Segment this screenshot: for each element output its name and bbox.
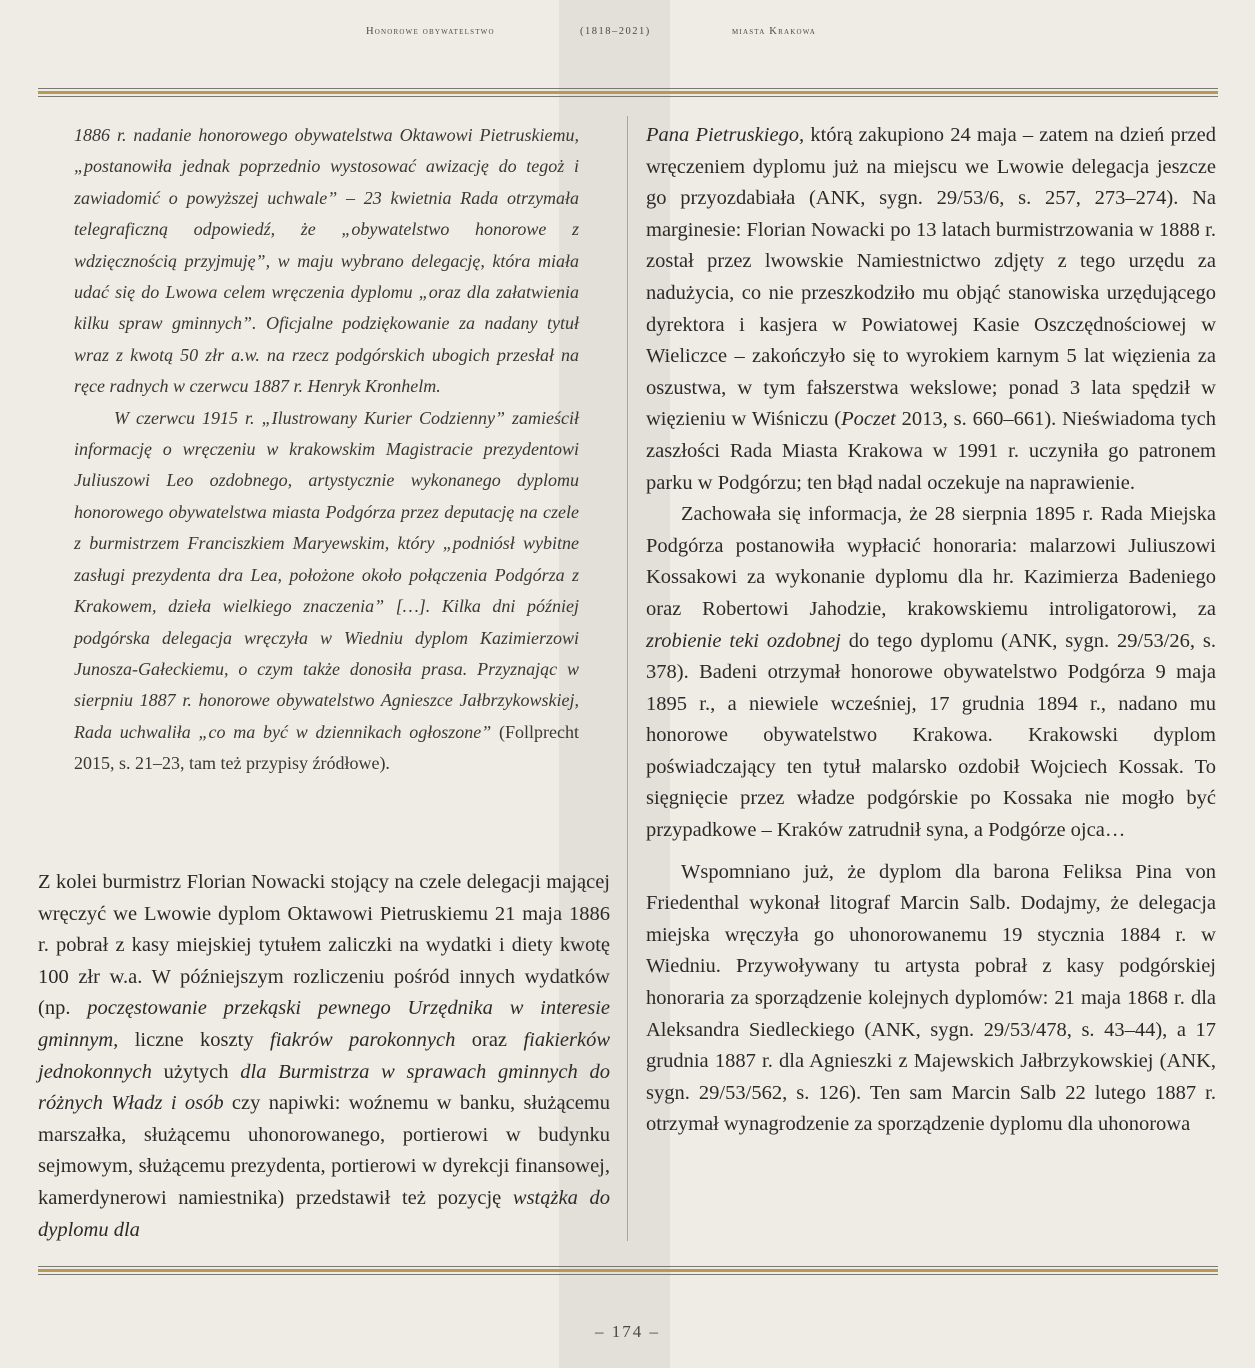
quote-paragraph-2 (74, 403, 579, 780)
text-run: Z kolei burmistrz Florian Nowacki stojący na czele delegacji mającej wręczyć we Lwowie dyplom Oktawowi Pietruskiemu 21 maja 1886 r. pobrał z kasy miejskiej tytułem zaliczki na wydatki i diety kwotę 100 złr w.a. W późniejszym rozliczeniu pośród innych wydatków (np. (38, 871, 610, 1020)
italic-run: poczęstowanie przekąski pewnego Urzędnika w interesie gminnym, (38, 997, 610, 1051)
quote-paragraph-2-citation: (Follprecht 2015, s. 21–23, tam też przypisy źródłowe). (74, 721, 580, 774)
header-right: miasta Krakowa (732, 26, 817, 37)
italic-run: zrobienie teki ozdobnej (646, 629, 841, 652)
running-header (0, 26, 1255, 46)
italic-run: wstążka do dyplomu dla (38, 1186, 610, 1241)
right-paragraph-1 (646, 120, 1216, 499)
left-quote-block (74, 120, 579, 780)
header-years: (1818–2021) (580, 26, 651, 37)
main-paragraph (38, 867, 610, 1246)
text-run: użytych (151, 1060, 241, 1083)
right-paragraph-2 (646, 499, 1216, 847)
column-divider (627, 116, 628, 1241)
header-left: Honorowe obywatelstwo (366, 26, 495, 37)
right-paragraph-3: Wspomniano już, że dyplom dla barona Feliksa Pina von Friedenthal wykonał litograf Marcin Salb. Dodajmy, że delegacja miejska wręczyła go uhonorowanemu 19 stycznia 1884 r. w Wiedniu. Przywoływany tu artysta pobrał z kasy podgórskiej honoraria za sporządzenie kolejnych dyplomów: 21 maja 1868 r. dla Aleksandra Siedleckiego (ANK, sygn. 29/53/478, s. 43–44), a 17 grudnia 1887 r. dla Agnieszki z Majewskich Jałbrzykowskiej (ANK, sygn. 29/53/562, s. 126). Ten sam Marcin Salb 22 lutego 1887 r. otrzymał wynagrodzenie za sporządzenie dyplomu dla uhonorowa (646, 860, 1216, 1136)
right-column (646, 120, 1216, 1141)
italic-run: Poczet (841, 408, 896, 431)
italic-run: dla Burmistrza w sprawach gminnych do różnych Władz i osób (38, 1060, 610, 1115)
text-run: którą zakupiono 24 maja – zatem na dzień przed wręczeniem dyplomu już na miejscu we Lwowie delegacja jeszcze go przyozdabiała (ANK, sygn. 29/53/6, s. 257, 273–274). Na marginesie: Florian Nowacki po 13 latach burmistrzowania w 1888 r. został przez lwowskie Namiestnictwo zdjęty z tego urzędu za nadużycia, co nie przeszkodziło mu objąć stanowiska urzędującego dyrektora i kasjera w Powiatowej Kasie Oszczędnościowej w Wieliczce – zakończyło się to wyrokiem karnym 5 lat więzienia za oszustwa, w tym fałszerstwa wekslowe; ponad 3 lata spędził w więzieniu w Wiśniczu ( (646, 124, 1216, 431)
text-run: 2013, s. 660–661). Nieświadoma tych zaszłości Rada Miasta Krakowa w 1991 r. uczyniła go patronem parku w Podgórzu; ten błąd nadal oczekuje na naprawienie. (646, 408, 1217, 494)
page-number: – 174 – (595, 1322, 660, 1341)
italic-run: fiakrów parokonnych (270, 1028, 456, 1051)
italic-run: Pana Pietruskiego, (646, 124, 805, 146)
text-run: czy napiwki: woźnemu w banku, służącemu marszałka, służącemu uhonorowanego, portierowi w budynku sejmowym, służącemu prezydenta, portierowi w dyrekcji finansowej, kamerdynerowi namiestnika) przedstawił też pozycję (38, 1092, 610, 1209)
left-main-paragraph (38, 867, 610, 1246)
bottom-rule (38, 1266, 1218, 1275)
text-run: oraz (455, 1028, 524, 1051)
text-run: do tego dyplomu (ANK, sygn. 29/53/26, s. 378). Badeni otrzymał honorowe obywatelstwo Podgórza 9 maja 1895 r., a niewiele wcześniej, 17 grudnia 1894 r., nadano mu honorowe obywatelstwo Krakowa. Krakowski dyplom poświadczający ten tytuł malarsko ozdobił Wojciech Kossak. To sięgnięcie przez władze podgórskie po Kossaka nie mogło być przypadkowe – Kraków zatrudnił syna, a Podgórze ojca… (646, 629, 1216, 842)
quote-paragraph-2-italic: W czerwcu 1915 r. „Ilustrowany Kurier Codzienny” zamieścił informację o wręczeniu w krakowskim Magistracie prezydentowi Juliuszowi Leo ozdobnego, artystycznie wykonanego dyplomu honorowego obywatelstwa miasta Podgórza przez deputację na czele z burmistrzem Franciszkiem Maryewskim, który „podniósł wybitne zasługi prezydenta dra Lea, położone około połączenia Podgórza z Krakowem, dzieła wielkiego znaczenia” […]. Kilka dni później podgórska delegacja wręczyła w Wiedniu dyplom Kazimierzowi Junosza-Gałeckiemu, o czym także donosiła prasa. Przyznając w sierpniu 1887 r. honorowe obywatelstwo Agnieszce Jałbrzykowskiej, Rada uchwaliła „co ma być w dziennikach ogłoszone” (74, 407, 579, 742)
text-run: liczne koszty (118, 1028, 270, 1051)
italic-run: fiakierków jednokonnych (38, 1028, 610, 1083)
top-rule (38, 88, 1218, 97)
quote-paragraph-1: 1886 r. nadanie honorowego obywatelstwa Oktawowi Pietruskiemu, „postanowiła jednak poprzednio wystosować awizację do tegoż i zawiadomić o powyższej uchwale” – 23 kwietnia Rada otrzymała telegraficzną odpowiedź, że „obywatelstwo honorowe z wdzięcznością przyjmuję”, w maju wybrano delegację, która miała udać się do Lwowa celem wręczenia dyplomu „oraz dla załatwienia kilku spraw gminnych”. Oficjalne podziękowanie za nadany tytuł wraz z kwotą 50 złr a.w. na rzecz podgórskich ubogich przesłał na ręce radnych w czerwcu 1887 r. Henryk Kronhelm. (74, 125, 579, 397)
text-run: Zachowała się informacja, że 28 sierpnia 1895 r. Rada Miejska Podgórza postanowiła wypłacić honoraria: malarzowi Juliuszowi Kossakowi za wykonanie dyplomu dla hr. Kazimierza Badeniego oraz Robertowi Jahodzie, krakowskiemu introligatorowi, za (646, 503, 1216, 620)
